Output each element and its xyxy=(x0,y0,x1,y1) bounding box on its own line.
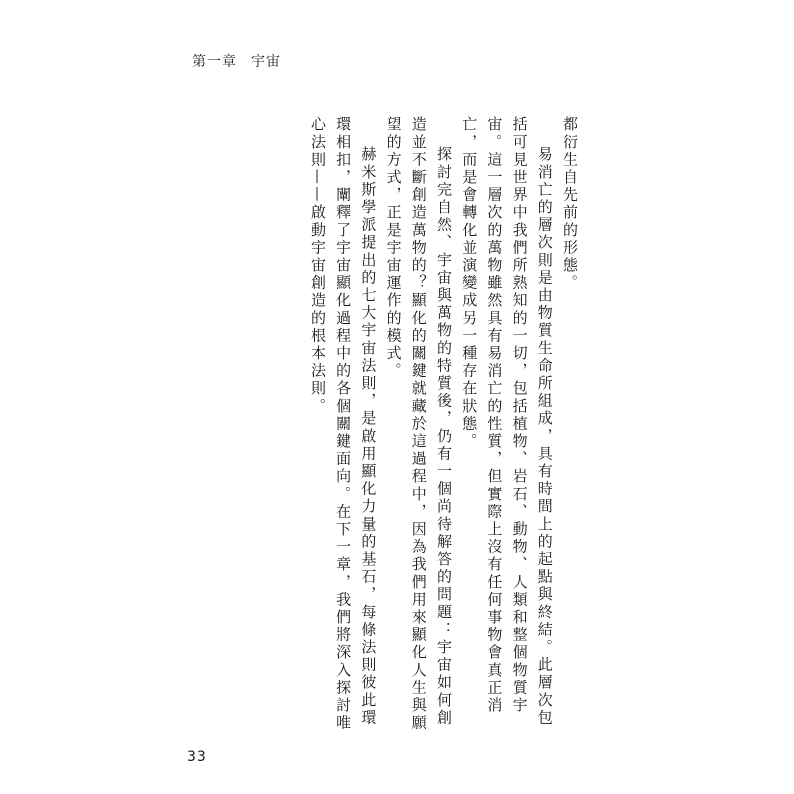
paragraph-continuation: 都衍生自先前的形態。 xyxy=(561,116,579,292)
paragraph: 探討完自然、宇宙與萬物的特質後，仍有一個尚待解答的問題：宇宙如何創造並不斷創造萬物的？顯化的關鍵就藏於這過程中，因為我們用來顯化人生與願望的方式，正是宇宙運作的模式。 xyxy=(384,116,453,732)
body-text xyxy=(202,116,582,736)
running-header xyxy=(192,51,281,71)
chapter-label: 第一章 xyxy=(192,54,237,70)
paragraph: 赫米斯學派提出的七大宇宙法則，是啟用顯化力量的基石，每條法則彼此環環相扣，闡釋了宇宙顯化過程中的各個關鍵面向。在下一章，我們將深入探討唯心法則——啟動宇宙創造的根本法則。 xyxy=(308,116,378,732)
paragraph: 易消亡的層次則是由物質生命所組成，具有時間上的起點與終結。此層次包括可見世界中我們所熟知的一切，包括植物、岩石、動物、人類和整個物質宇宙。這一層次的萬物雖然具有易消亡的性質，但實際上沒有任何事物會真正消亡，而是會轉化並演變成另一種存在狀態。 xyxy=(460,116,554,727)
chapter-title: 宇宙 xyxy=(251,54,281,70)
page-number: 33 xyxy=(187,749,207,765)
